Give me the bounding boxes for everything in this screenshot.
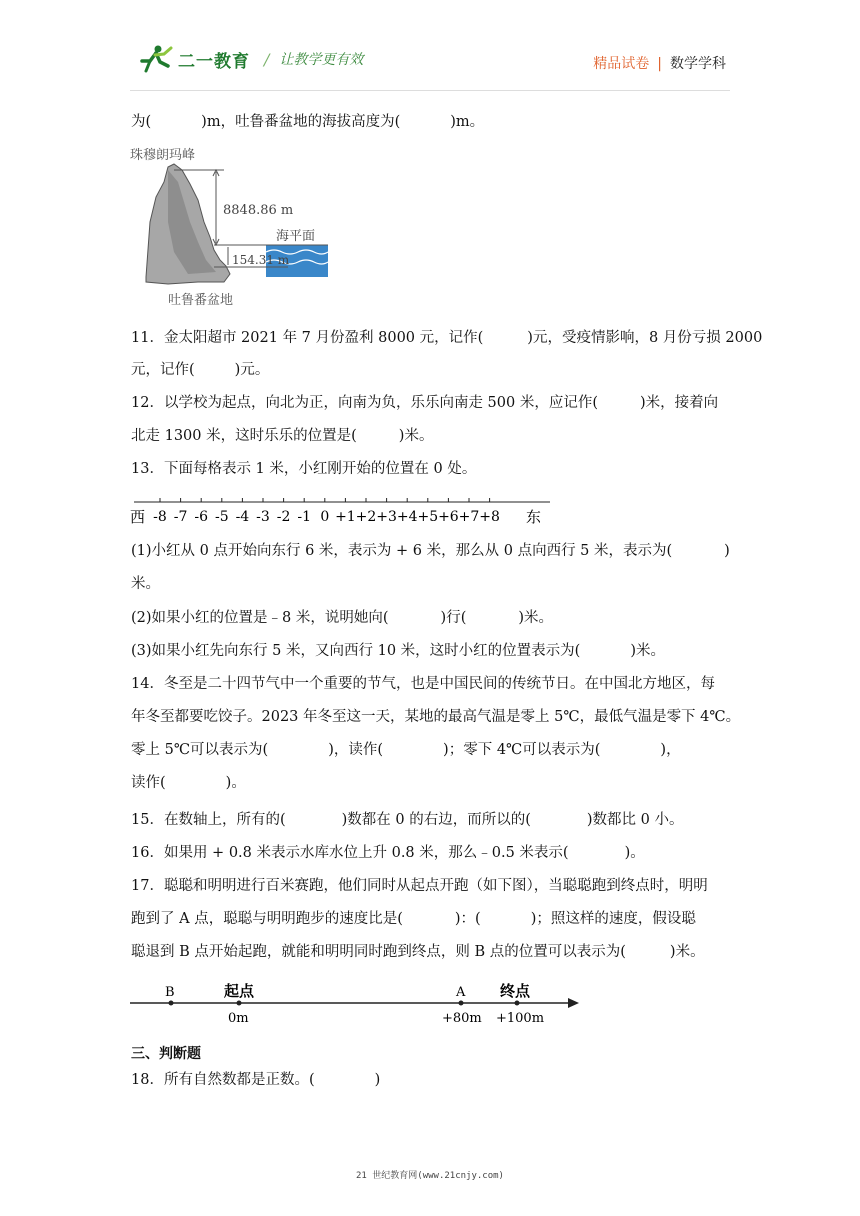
text: 12．以学校为起点，向北为正，向南为负，乐乐向南走 500 米，应记作( — [131, 395, 598, 411]
q14-line1: 14．冬至是二十四节气中一个重要的节气，也是中国民间的传统节日。在中国北方地区，每 — [131, 676, 715, 692]
page-header — [0, 0, 860, 100]
number-line-tick-label: +5 — [417, 509, 439, 525]
number-line-tick-label: -5 — [214, 509, 229, 525]
q14-line3 — [131, 740, 681, 760]
q18 — [131, 1070, 380, 1090]
basin-label: 吐鲁番盆地 — [168, 293, 234, 308]
text: ) — [374, 1072, 381, 1088]
q11-line1 — [131, 328, 762, 348]
start-label: 起点 — [224, 982, 255, 1000]
header-subject — [593, 53, 726, 73]
number-line-tick-label: -7 — [173, 509, 188, 525]
end-label: 终点 — [500, 982, 531, 1000]
text: )， — [660, 742, 681, 758]
text: (1)小红从 0 点开始向东行 6 米，表示为 + 6 米，那么从 0 点向西行 5 米，表示为( — [131, 543, 673, 559]
runner-logo-icon — [138, 44, 174, 74]
depth-label: 154.31 m — [232, 253, 290, 267]
race-figure — [128, 980, 584, 1028]
end-value-label: +100m — [496, 1011, 545, 1026]
text: 元，记作( — [131, 362, 195, 378]
brand-logo — [138, 44, 363, 74]
header-label-quality: 精品试卷 — [593, 56, 650, 72]
zero-label: 0m — [228, 1011, 249, 1026]
text: )，读作( — [328, 742, 384, 758]
q17-line1: 17．聪聪和明明进行百米赛跑，他们同时从起点开跑（如下图），当聪聪跑到终点时，明明 — [131, 878, 708, 894]
q13-intro: 13．下面每格表示 1 米，小红刚开始的位置在 0 处。 — [131, 461, 477, 477]
q17-line2 — [131, 909, 696, 929]
q12-line1 — [131, 393, 718, 413]
number-line-tick-label: +6 — [438, 509, 459, 525]
text: )。 — [225, 775, 246, 791]
text: 零上 5℃可以表示为( — [131, 742, 269, 758]
text: )；照这样的速度，假设聪 — [530, 911, 696, 927]
text: 读作( — [131, 775, 166, 791]
text: 为( — [131, 114, 152, 130]
number-line-tick-label: +2 — [355, 509, 377, 525]
text: 15．在数轴上，所有的( — [131, 812, 286, 828]
peak-label: 珠穆朗玛峰 — [130, 148, 196, 163]
text: )米。 — [518, 610, 554, 626]
height-label: 8848.86 m — [223, 203, 294, 218]
text: )元，受疫情影响，8 月份亏损 2000 — [527, 330, 763, 346]
brand-slogan: 让教学更有效 — [279, 52, 364, 68]
number-line-tick-label: -6 — [194, 509, 209, 525]
text: )m，吐鲁番盆地的海拔高度为( — [201, 114, 401, 130]
number-line-tick-label: +4 — [396, 509, 418, 525]
point-b — [169, 1001, 174, 1006]
text: )米。 — [398, 428, 434, 444]
number-line-tick-label: +1 — [335, 509, 356, 525]
text: )米。 — [669, 944, 705, 960]
text: )数都在 0 的右边，而所以的( — [341, 812, 531, 828]
q15 — [131, 810, 683, 830]
q11-line2 — [131, 360, 269, 380]
text: )。 — [624, 845, 645, 861]
q13-p2 — [131, 608, 553, 628]
text: )数都比 0 小。 — [586, 812, 684, 828]
text: )行( — [440, 610, 467, 626]
a-label: A — [456, 985, 466, 1000]
text: )m。 — [450, 114, 485, 130]
text: (2)如果小红的位置是﹣8 米，说明她向( — [131, 610, 389, 626]
number-line-tick-label: -2 — [276, 509, 291, 525]
q13-p3 — [131, 641, 665, 661]
number-line-tick-label: +8 — [479, 509, 500, 525]
number-line-tick-label: -4 — [235, 509, 250, 525]
number-line-tick-label: 0 — [320, 509, 330, 525]
number-line-tick-label: -3 — [256, 509, 270, 525]
elevation-figure — [128, 142, 338, 310]
header-separator: | — [657, 56, 662, 72]
header-slash-divider: / — [264, 49, 270, 69]
q14-line2: 年冬至都要吃饺子。2023 年冬至这一天，某地的最高气温是零上 5℃，最低气温是零下 4℃。 — [131, 709, 741, 725]
q17-line3 — [131, 942, 705, 962]
text: (3)如果小红先向东行 5 米，又向西行 10 米，这时小红的位置表示为( — [131, 643, 581, 659]
number-line — [128, 494, 558, 528]
page-footer: 21 世纪教育网(www.21cnjy.com) — [356, 1171, 504, 1181]
number-line-tick-label: -1 — [297, 509, 312, 525]
text: )：( — [454, 911, 481, 927]
header-divider — [130, 90, 730, 91]
a-value-label: +80m — [442, 1011, 482, 1026]
text: )；零下 4℃可以表示为( — [443, 742, 601, 758]
text: 18．所有自然数都是正数。( — [131, 1072, 315, 1088]
point-end — [515, 1001, 520, 1006]
q12-line2 — [131, 426, 433, 446]
axis-arrowhead — [568, 998, 579, 1008]
header-label-subject: 数学学科 — [670, 56, 726, 72]
number-line-tick-label: -8 — [153, 509, 167, 525]
text: 聪退到 B 点开始起跑，就能和明明同时跑到终点，则 B 点的位置可以表示为( — [131, 944, 626, 960]
text: 16．如果用 + 0.8 米表示水库水位上升 0.8 米，那么﹣0.5 米表示( — [131, 845, 569, 861]
brand-name: 二一教育 — [178, 51, 250, 72]
b-label: B — [165, 985, 175, 1000]
east-label: 东 — [526, 508, 542, 526]
text: 北走 1300 米，这时乐乐的位置是( — [131, 428, 357, 444]
q10-tail-line — [131, 112, 484, 132]
text: )元。 — [234, 362, 270, 378]
west-label: 西 — [130, 508, 146, 526]
text: 11．金太阳超市 2021 年 7 月份盈利 8000 元，记作( — [131, 330, 484, 346]
point-a — [459, 1001, 464, 1006]
q16 — [131, 843, 645, 863]
text: )米。 — [630, 643, 665, 659]
text: 跑到了 A 点，聪聪与明明跑步的速度比是( — [131, 911, 403, 927]
number-line-tick-label: +3 — [376, 509, 397, 525]
q13-p1-line2: 米。 — [131, 576, 160, 592]
text: )米，接着向 — [640, 395, 719, 411]
point-start — [237, 1001, 242, 1006]
text: ) — [724, 543, 730, 559]
number-line-tick-label: +7 — [458, 509, 480, 525]
section-title: 三、判断题 — [131, 1046, 201, 1062]
q14-line4 — [131, 773, 246, 793]
q13-p1-line1 — [131, 541, 730, 561]
sea-level-label: 海平面 — [276, 229, 316, 244]
